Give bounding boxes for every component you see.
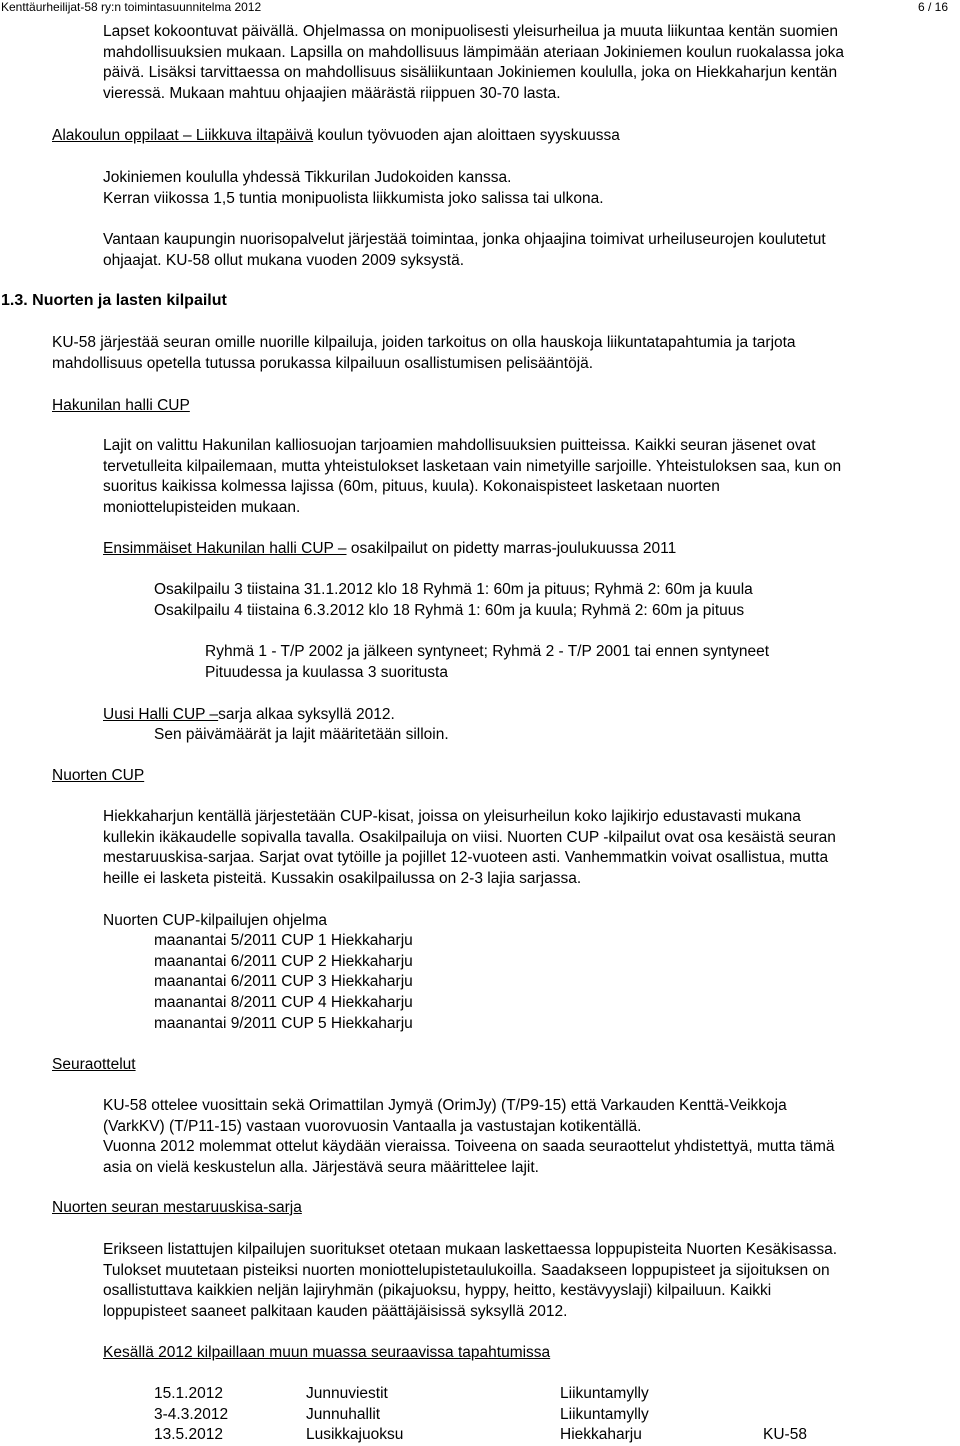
event-date: 13.5.2012 [154,1426,223,1444]
events-heading: Kesällä 2012 kilpaillaan muun muassa seuraavissa tapahtumissa [103,1344,551,1361]
program-item: maanantai 5/2011 CUP 1 Hiekkaharju [154,932,413,949]
event-place: Liikuntamylly [560,1405,649,1423]
program-item: maanantai 8/2011 CUP 4 Hiekkaharju [154,994,413,1012]
event-organizer [763,1384,807,1405]
first-cup-line [103,539,676,560]
text-line: mestaruuskisa-sarjaa. Sarjat ovat tytöille ja pojillet 12-vuoteen asti. Vanhemmatkin voivat osallistua, mutta [103,849,829,867]
event-row [154,1405,807,1426]
text-line: osallistuttava kaikkien neljän lajiryhmän (pikajuoksu, hyppy, heitto, kestävyyslaji) kilpailuun. Kaikki [103,1282,772,1300]
text-line: mahdollisuuksien mukaan. Lapsilla on mahdollisuus lämpimään ateriaan Jokiniemen koulun ruokalassa joka [103,43,844,61]
program-title: Nuorten CUP-kilpailujen ohjelma [103,912,327,929]
page-number: 6 / 16 [917,0,948,14]
event-name: Lusikkajuoksu [306,1426,404,1444]
program-list [154,931,413,1035]
text-line: päivä. Lisäksi tarvittaessa on mahdollisuus sisäliikuntaan Jokiniemen koululla, joka on Hiekkaharjun kentän [103,64,838,82]
hakunila-rounds [154,580,753,621]
text-line: Vuonna 2012 molemmat ottelut käydään vieraissa. Toiveena on saada seuraottelut yhdistettyä, mutta tämä [103,1138,835,1156]
text-line: kullekin ikäkaudelle sopivalla tavalla. Osakilpailuja on viisi. Nuorten CUP -kilpailut ovat osa kesäistä seuran [103,828,836,846]
event-row [154,1425,807,1446]
text-line: ohjaajat. KU-58 ollut mukana vuoden 2009 syksystä. [103,251,465,269]
program-item: maanantai 6/2011 CUP 2 Hiekkaharju [154,952,413,970]
event-name: Junnuhallit [306,1405,381,1423]
event-organizer: KU-58 [763,1426,807,1444]
text-line: Erikseen listattujen kilpailujen suoritukset otetaan mukaan laskettaessa loppupisteita Nuorten Kesäkisassa. [103,1241,838,1258]
event-row [154,1384,807,1405]
text-line: heille ei lasketa pisteitä. Kussakin osakilpailussa on 2-3 lajia sarjassa. [103,870,582,888]
text-line: moniottelupisteiden mukaan. [103,499,301,517]
hakunila-groups [205,642,769,683]
hakunila-paragraph [103,436,841,519]
alakoulu-heading [52,126,620,147]
text-line: Kerran viikossa 1,5 tuntia monipuolista liikkumista joko salissa tai ulkona. [103,189,604,207]
text-line: Tulokset muutetaan pisteiksi nuorten moniottelupistetaulukoilla. Saadakseen loppupisteet ja sijoituksen on [103,1261,830,1279]
page-header [0,0,960,14]
new-cup-rest: sarja alkaa syksyllä 2012. [218,706,395,723]
text-line: (VarkKV) (T/P11-15) vastaan vuorovuosin Vantaalla ja vastustajan kotikentällä. [103,1117,642,1135]
group-line: Pituudessa ja kuulassa 3 suoritusta [205,663,448,681]
nuorten-cup-paragraph [103,807,836,890]
first-cup-rest: osakilpailut on pidetty marras-joulukuussa 2011 [350,540,677,557]
section-intro [52,333,796,374]
seuraottelut-heading: Seuraottelut [52,1056,136,1073]
new-cup-line [103,705,395,726]
event-date: 3-4.3.2012 [154,1405,229,1423]
text-line: mahdollisuus opetella tutussa porukassa kilpailuun osallistumisen pelisääntöjä. [52,354,594,372]
events-table [154,1384,807,1446]
text-line: KU-58 ottelee vuosittain sekä Orimattilan Jymyä (OrimJy) (T/P9-15) että Varkauden Kenttä-Veikkoja [103,1097,787,1114]
program-item: maanantai 9/2011 CUP 5 Hiekkaharju [154,1014,413,1032]
event-place: Liikuntamylly [560,1385,649,1402]
text-line: Lapset kokoontuvat päivällä. Ohjelmassa on monipuolisesti yleisurheilua ja muuta liikuntaa kentän suomien [103,23,838,40]
new-cup-underlined: Uusi Halli CUP – [103,706,219,723]
nuorten-cup-heading: Nuorten CUP [52,767,145,784]
event-organizer [763,1405,807,1426]
document-title: Kenttäurheilijat-58 ry:n toimintasuunnitelma 2012 [1,0,262,14]
mestaruus-heading: Nuorten seuran mestaruuskisa-sarja [52,1199,302,1216]
alakoulu-paragraph-1 [103,168,604,209]
text-line: Jokiniemen koululla yhdessä Tikkurilan Judokoiden kanssa. [103,169,512,186]
event-place: Hiekkaharju [560,1426,642,1444]
hakunila-heading: Hakunilan halli CUP [52,397,190,414]
text-line: Vantaan kaupungin nuorisopalvelut järjestää toimintaa, jonka ohjaajina toimivat urheiluseurojen koulutetut [103,231,826,248]
program-item: maanantai 6/2011 CUP 3 Hiekkaharju [154,973,413,991]
new-cup-line-2: Sen päivämäärät ja lajit määritetään silloin. [154,726,449,743]
text-line: tervetulleita kilpailemaan, mutta yhteistulokset lasketaan vain nimetyille sarjoille. Yhteistuloksen saa, kun on [103,457,842,475]
text-line: Lajit on valittu Hakunilan kalliosuojan tarjoamien mahdollisuuksien puitteissa. Kaikki seuran jäsenet ovat [103,437,816,454]
alakoulu-heading-rest: koulun työvuoden ajan aloittaen syyskuussa [313,127,620,144]
round-line: Osakilpailu 3 tiistaina 31.1.2012 klo 18 Ryhmä 1: 60m ja pituus; Ryhmä 2: 60m ja kuula [154,581,753,598]
mestaruus-paragraph [103,1240,837,1323]
text-line: suoritus kaikissa kolmessa lajissa (60m, pituus, kuula). Kokonaispisteet lasketaan nuorten [103,478,720,496]
text-line: KU-58 järjestää seuran omille nuorille kilpailuja, joiden tarkoitus on olla hauskoja liikuntatapahtumia ja tarjota [52,334,796,351]
alakoulu-heading-underlined: Alakoulun oppilaat – Liikkuva iltapäivä [52,127,314,144]
text-line: vieressä. Mukaan mahtuu ohjaajien määrästä riippuen 30-70 lasta. [103,85,561,103]
first-cup-underlined: Ensimmäiset Hakunilan halli CUP – [103,540,347,557]
group-line: Ryhmä 1 - T/P 2002 ja jälkeen syntyneet; Ryhmä 2 - T/P 2001 tai ennen syntyneet [205,643,770,660]
event-date: 15.1.2012 [154,1385,223,1402]
event-name: Junnuviestit [306,1385,388,1402]
text-line: Hiekkaharjun kentällä järjestetään CUP-kisat, joissa on yleisurheilun koko lajikirjo edustavasti mukana [103,808,801,825]
section-title: 1.3. Nuorten ja lasten kilpailut [1,292,227,309]
intro-paragraph [103,22,844,105]
text-line: loppupisteet saaneet palkitaan kauden päättäjäisissä syksyllä 2012. [103,1303,568,1321]
text-line: asia on vielä keskustelun alla. Järjestävä seura määrittelee lajit. [103,1159,539,1177]
round-line: Osakilpailu 4 tiistaina 6.3.2012 klo 18 Ryhmä 1: 60m ja kuula; Ryhmä 2: 60m ja pituus [154,601,745,619]
seuraottelut-paragraph [103,1096,835,1179]
alakoulu-paragraph-2 [103,230,826,271]
